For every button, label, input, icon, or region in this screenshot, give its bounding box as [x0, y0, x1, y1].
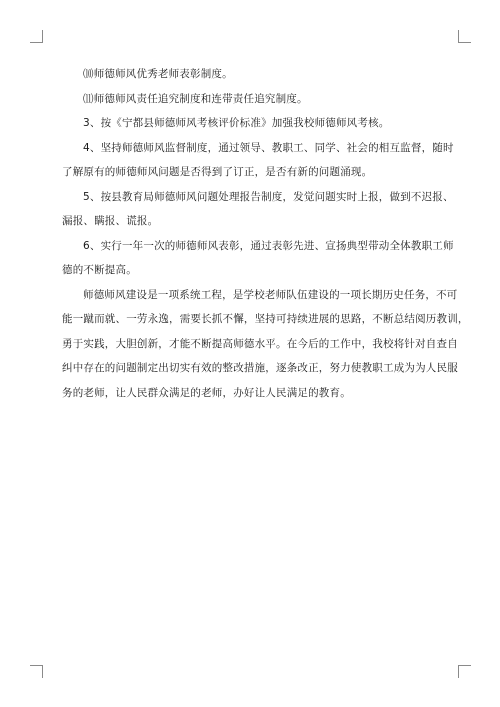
- text-line: ⑾师德师风责任追究制度和连带责任追究制度。: [83, 92, 308, 105]
- paragraph-item-5: [62, 185, 454, 234]
- paragraph-item-3: [62, 111, 442, 136]
- text-line: ⑽师德师风优秀老师表彰制度。: [83, 68, 233, 80]
- text-line: 德的不断提高。: [62, 264, 137, 276]
- text-line: 4、坚持师德师风监督制度，通过领导、教职工、同学、社会的相互监督，随时: [83, 141, 454, 154]
- text-line: 勇于实践，大胆创新，才能不断提高师德水平。在今后的工作中，我校将针对自查自: [62, 337, 458, 350]
- text-line: 3、按《宁都县师德师风考核评价标准》加强我校师德师风考核。: [83, 117, 390, 129]
- text-line: 纠中存在的问题制定出切实有效的整改措施，逐条改正，努力使教职工成为为人民服: [62, 362, 458, 374]
- text-line: 漏报、瞒报、谎报。: [62, 215, 159, 227]
- crop-mark-top-right: [458, 30, 471, 43]
- text-line: 6、实行一年一次的师德师风表彰，通过表彰先进、宣扬典型带动全体教职工师: [83, 239, 454, 252]
- text-line: 5、按县教育局师德师风问题处理报告制度，发觉问题实时上报，做到不迟报、: [83, 190, 454, 203]
- text-line: 师德师风建设是一项系统工程，是学校老师队伍建设的一项长期历史任务，不可: [83, 288, 458, 301]
- crop-mark-bottom-left: [30, 665, 43, 678]
- crop-mark-bottom-right: [458, 665, 471, 678]
- paragraph-item-4: [62, 136, 454, 185]
- crop-mark-top-left: [30, 30, 43, 43]
- text-line: 务的老师，让人民群众满足的老师，办好让人民满足的教育。: [62, 386, 351, 399]
- paragraph-item-6: [62, 234, 454, 283]
- paragraph-summary: [62, 283, 469, 406]
- paragraph-item-11: [62, 87, 442, 112]
- text-line: 了解原有的师德师风问题是否得到了订正，是否有新的问题涌现。: [62, 166, 373, 178]
- paragraph-item-10: [62, 62, 442, 87]
- document-body: [62, 62, 469, 405]
- text-line: 能一蹴而就、一劳永逸，需要长抓不懈，坚持可持续进展的思路，不断总结阅历教训，: [62, 313, 469, 325]
